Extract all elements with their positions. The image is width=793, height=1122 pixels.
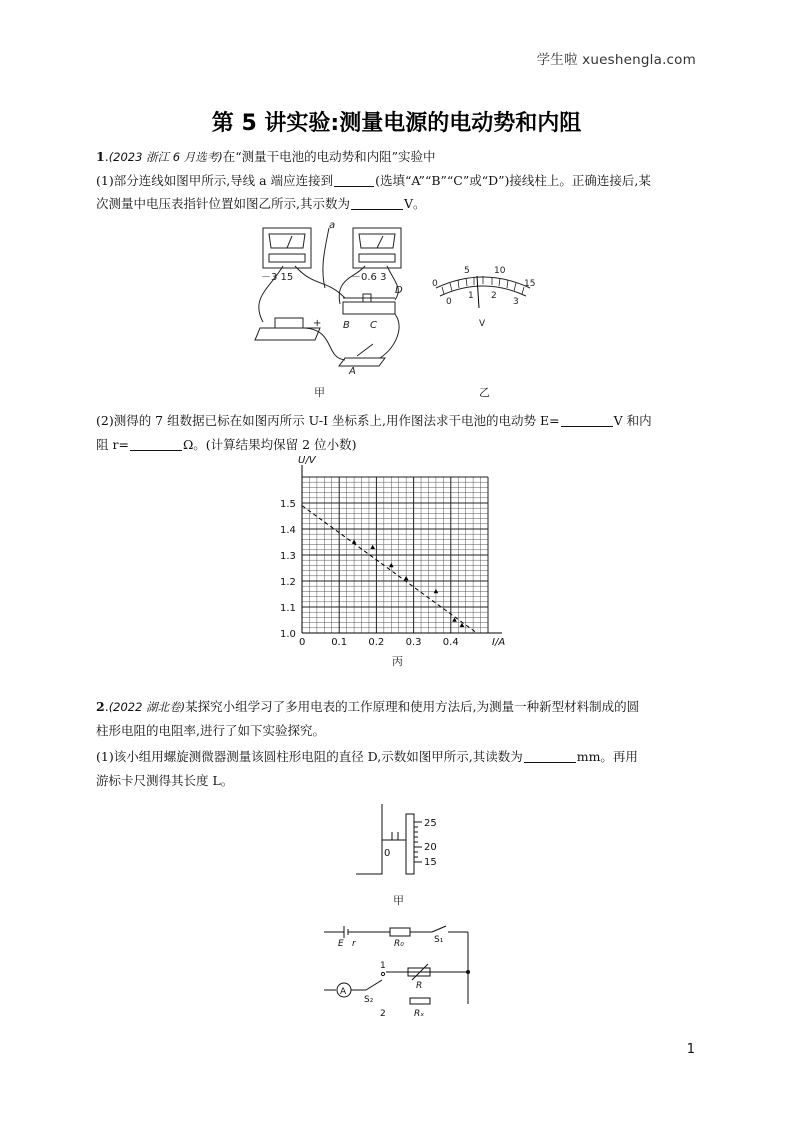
label-s2: S₂ bbox=[364, 995, 374, 1005]
x-tick-label: 0.2 bbox=[368, 637, 385, 648]
u-i-chart bbox=[278, 455, 528, 650]
resistor-rx bbox=[410, 998, 430, 1004]
q1-part1-line2 bbox=[96, 193, 702, 215]
q1-part1-text-c: 次测量中电压表指针位置如图乙所示,其示数为 bbox=[96, 196, 350, 211]
data-point bbox=[434, 589, 439, 593]
inner-tick-0: 0 bbox=[446, 297, 452, 307]
q1-stem-text: 在“测量干电池的电动势和内阻”实验中 bbox=[222, 149, 436, 164]
x-tick-label: 0 bbox=[299, 637, 306, 648]
label-ammeter: A bbox=[340, 987, 347, 997]
micrometer-figure bbox=[352, 800, 452, 882]
r0-resistor bbox=[390, 928, 410, 936]
x-tick-label: 0.1 bbox=[331, 637, 348, 648]
q1-part2-text-c: 阻 r= bbox=[96, 437, 129, 452]
voltmeter-terminal-label: －3 15 bbox=[261, 272, 294, 283]
q1-part2-text-a: (2)测得的 7 组数据已标在如图丙所示 U-I 坐标系上,用作图法求干电池的电动势 E= bbox=[96, 413, 560, 428]
battery-plus-label: + bbox=[313, 318, 322, 329]
inner-tick-3: 3 bbox=[513, 297, 519, 307]
q1-part2-line1 bbox=[96, 410, 702, 432]
data-point bbox=[370, 545, 375, 549]
ammeter-dial bbox=[359, 234, 395, 248]
q1-part1-text-d: V。 bbox=[403, 196, 426, 211]
q1-stem: 1.(2023 浙江 6 月选考)在“测量干电池的电动势和内阻”实验中 bbox=[96, 149, 436, 164]
y-tick-label: 1.1 bbox=[280, 603, 296, 614]
q1-part2-text-d: Ω。(计算结果均保留 2 位小数) bbox=[182, 437, 357, 452]
q1-part2-line2 bbox=[96, 434, 702, 456]
figure-jia-caption: 甲 bbox=[314, 386, 325, 399]
q1-part1-line1 bbox=[96, 170, 702, 192]
q2-source: (2022 湖北卷) bbox=[108, 700, 186, 714]
page-number: 1 bbox=[686, 1042, 695, 1057]
unit-label: V bbox=[479, 319, 486, 329]
label-e: E bbox=[338, 939, 344, 949]
switch-s2 bbox=[366, 980, 382, 990]
answer-blank-4[interactable] bbox=[130, 436, 182, 451]
needle bbox=[477, 276, 479, 308]
battery-holder bbox=[255, 328, 320, 340]
post-a-label: A bbox=[349, 366, 356, 377]
rheostat-icon bbox=[343, 302, 395, 314]
outer-tick-15: 15 bbox=[524, 279, 536, 289]
q2-part1-line2: 游标卡尺测得其长度 L。 bbox=[96, 773, 234, 788]
q1-part1-text-a: (1)部分连线如图甲所示,导线 a 端应连接到 bbox=[96, 173, 334, 188]
circuit-diagram bbox=[320, 918, 475, 1022]
y-tick-label: 1.2 bbox=[280, 577, 296, 588]
y-tick-label: 1.4 bbox=[280, 525, 296, 536]
label-pos-2: 2 bbox=[380, 1009, 386, 1019]
inner-tick-2: 2 bbox=[491, 291, 497, 301]
micrometer-caption: 甲 bbox=[393, 894, 404, 907]
figure-yi-caption: 乙 bbox=[479, 386, 490, 399]
site-watermark: 学生啦 xueshengla.com bbox=[536, 52, 696, 68]
post-d-label: D bbox=[395, 285, 403, 296]
x-tick-label: 0.3 bbox=[405, 637, 422, 648]
switch-s1 bbox=[432, 926, 446, 932]
label-rx: Rₓ bbox=[414, 1009, 425, 1019]
answer-blank-5[interactable] bbox=[524, 748, 576, 763]
answer-blank-2[interactable] bbox=[351, 195, 403, 210]
data-point bbox=[352, 540, 357, 544]
q1-part2-text-b: V 和内 bbox=[613, 413, 652, 428]
data-point bbox=[404, 576, 409, 580]
thimble-tick-15: 15 bbox=[424, 857, 437, 868]
outer-tick-5: 5 bbox=[464, 266, 470, 276]
q2-stem-line1: 2.(2022 湖北卷)某探究小组学习了多用电表的工作原理和使用方法后,为测量一种新型材料制成的圆 bbox=[96, 699, 640, 714]
y-tick-label: 1.0 bbox=[280, 629, 296, 640]
data-point bbox=[389, 563, 394, 567]
q2-part1-text-b: mm。再用 bbox=[576, 749, 638, 764]
q1-part1-text-b: (选填“A”“B”“C”或“D”)接线柱上。正确连接后,某 bbox=[375, 173, 651, 188]
q1-number: 1 bbox=[96, 149, 105, 164]
thimble-tick-20: 20 bbox=[424, 842, 437, 853]
micrometer-frame bbox=[356, 804, 382, 874]
figure-bing-caption: 丙 bbox=[392, 655, 403, 668]
q2-stem-text-a: 某探究小组学习了多用电表的工作原理和使用方法后,为测量一种新型材料制成的圆 bbox=[185, 699, 640, 714]
label-r-internal: r bbox=[352, 939, 356, 949]
voltmeter-dial bbox=[269, 234, 305, 248]
switch-icon bbox=[339, 358, 385, 366]
q2-stem-line2: 柱形电阻的电阻率,进行了如下实验探究。 bbox=[96, 723, 325, 738]
x-axis-label: I/A bbox=[492, 637, 506, 648]
post-c-label: C bbox=[370, 320, 377, 331]
y-tick-label: 1.5 bbox=[280, 499, 296, 510]
label-pos-1: 1 bbox=[380, 961, 386, 971]
y-axis-label: U/V bbox=[298, 455, 316, 466]
x-tick-label: 0.4 bbox=[442, 637, 459, 648]
battery-icon bbox=[275, 318, 303, 328]
outer-tick-10: 10 bbox=[494, 266, 506, 276]
post-b-label: B bbox=[343, 320, 350, 331]
thimble bbox=[406, 814, 414, 874]
page-title: 第 5 讲实验:测量电源的电动势和内阻 bbox=[211, 111, 582, 136]
answer-blank-3[interactable] bbox=[561, 412, 613, 427]
inner-tick-1: 1 bbox=[468, 291, 474, 301]
ammeter-terminal-label: －0.6 3 bbox=[351, 272, 387, 283]
outer-tick-0: 0 bbox=[432, 279, 438, 289]
label-rheostat: R bbox=[416, 981, 423, 991]
apparatus-figure bbox=[245, 218, 415, 378]
voltmeter-scale-figure bbox=[428, 262, 538, 334]
answer-blank-1[interactable] bbox=[334, 172, 374, 187]
q2-part1-text-a: (1)该小组用螺旋测微器测量该圆柱形电阻的直径 D,示数如图甲所示,其读数为 bbox=[96, 749, 523, 764]
q2-part1-line1 bbox=[96, 746, 702, 768]
q1-source: (2023 浙江 6 月选考) bbox=[108, 150, 223, 164]
sleeve-zero: 0 bbox=[384, 848, 391, 859]
thimble-tick-25: 25 bbox=[424, 818, 437, 829]
q2-number: 2 bbox=[96, 699, 105, 714]
wire-a-label: a bbox=[329, 220, 336, 231]
y-tick-label: 1.3 bbox=[280, 551, 296, 562]
label-s1: S₁ bbox=[434, 935, 444, 945]
scale-arc-inner bbox=[440, 286, 526, 296]
label-r0: R₀ bbox=[394, 939, 404, 949]
